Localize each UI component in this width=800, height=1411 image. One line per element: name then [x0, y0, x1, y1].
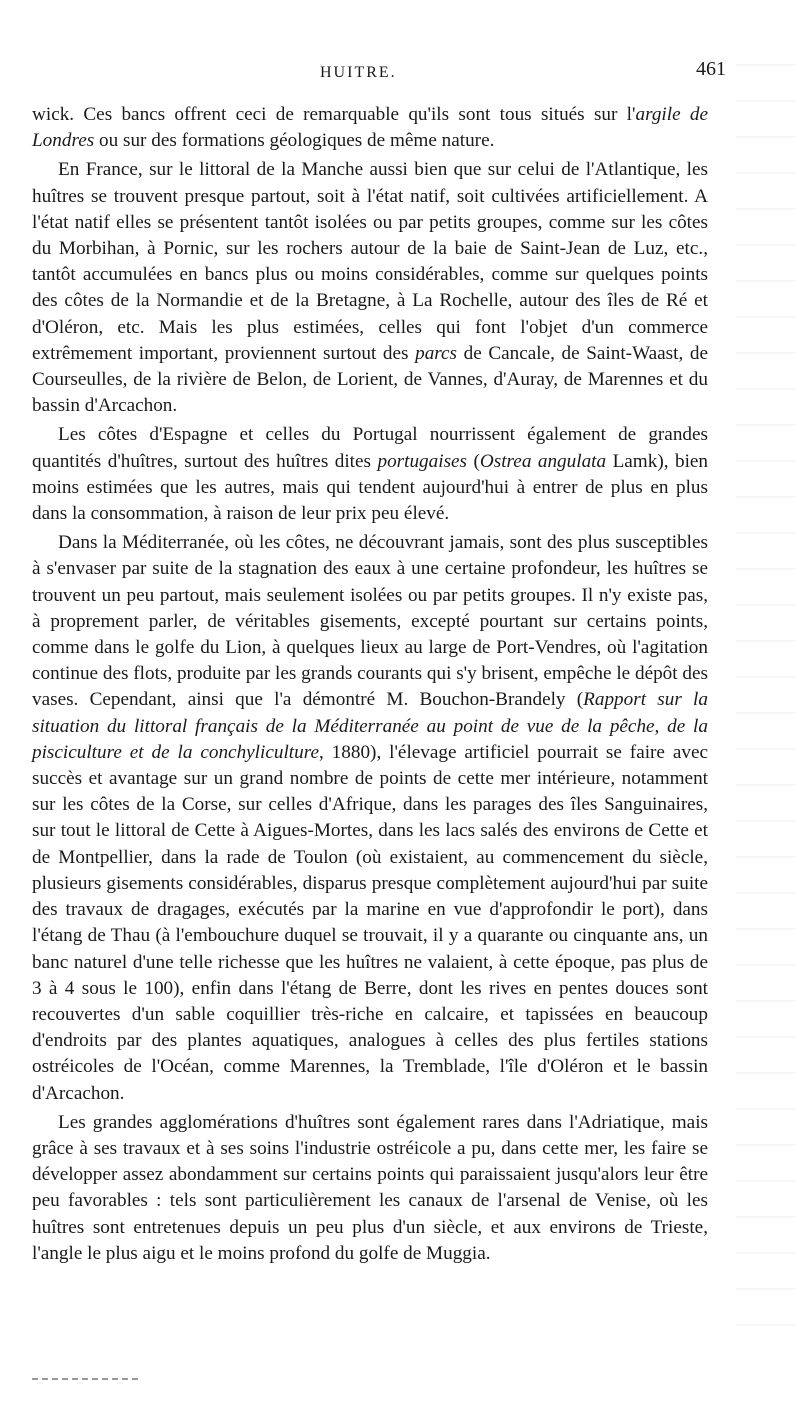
text-run: (	[467, 450, 480, 472]
text-run: ou sur des formations géologiques de même nature.	[94, 130, 495, 152]
book-page	[32, 54, 726, 1270]
text-run: Lamk), bien moins estimées que les autres, mais qui tendent aujourd'hui à entrer de plus en plus dans la consommation, à raison de leur prix peu élevé.	[32, 450, 709, 525]
margin-scan-marks	[736, 30, 796, 1330]
paragraph	[32, 157, 708, 419]
text-run: wick. Ces bancs offrent ceci de remarquable qu'ils sont tous situés sur l'	[32, 104, 636, 125]
text-run: Les côtes d'Espagne et celles du Portugal nourrissent également de grandes quantités d'huîtres, surtout des huîtres dites	[32, 424, 708, 472]
running-head: HUITRE.	[320, 64, 397, 81]
text-run: de Cancale, de Saint-Waast, de Courseulles, de la rivière de Belon, de Lorient, de Vannes, d'Auray, de Marennes et du bassin d'Arcachon.	[32, 342, 708, 417]
paragraph	[32, 1110, 708, 1267]
paragraph	[32, 530, 708, 1106]
paragraph	[32, 422, 708, 527]
text-run: Dans la Méditerranée, où les côtes, ne découvrant jamais, sont des plus susceptibles à s'envaser par suite de la stagnation des eaux à une certaine profondeur, les huîtres se trouvent un peu partout, mais seulement isolées ou par petits groupes. Il n'y existe pas, à proprement parler, de véritables gisements, excepté pourtant sur certains points, comme dans le golfe du Lion, à quelques lieux au large de Port-Vendres, où l'agitation continue des flots, produite par les grands courants qui s'y brisent, empêche le dépôt des vases. Cependant, ainsi que l'a démontré M. Bouchon-Brandely (	[32, 532, 708, 711]
page-header	[32, 54, 726, 94]
italic-text: parcs	[415, 342, 458, 364]
body-text	[32, 102, 708, 1267]
text-run: , 1880), l'élevage artificiel pourrait se faire avec succès et avantage sur un grand nombre de points de cette mer intérieure, notamment sur les côtes de la Corse, sur celles d'Afrique, dans les parages des îles Sanguinaires, sur tout le littoral de Cette à Aigues-Mortes, dans les lacs salés des environs de Cette et de Montpellier, dans la rade de Toulon (où existaient, au commencement du siècle, plusieurs gisements considérables, disparus presque complètement aujourd'hui par suite des travaux de dragages, exécutés par la marine en vue d'approfondir le port), dans l'étang de Thau (à l'embouchure duquel se trouvait, il y a quarante ou cinquante ans, un banc naturel d'une telle richesse que les huîtres ne valaient, à cette époque, pas plus de 3 à 4 sous le 100), enfin dans l'étang de Berre, dont les rives en pentes douces sont recouvertes d'un sable coquillier très-riche en calcaire, et tapissées en beaucoup d'endroits par des plantes aquatiques, analogues à celles des plus fertiles stations ostréicoles de l'Océan, comme Marennes, la Tremblade, l'île d'Oléron et le bassin d'Arcachon.	[32, 741, 708, 1104]
paragraph	[32, 102, 708, 154]
italic-text: argile de Londres	[32, 104, 709, 152]
page-number: 461	[696, 58, 726, 80]
text-run: Les grandes agglomérations d'huîtres sont également rares dans l'Adriatique, mais grâce à ses travaux et à ses soins l'industrie ostréicole a pu, dans cette mer, les faire se développer assez abondamment sur certains points qui paraissaient jusqu'alors leur être peu favorables : tels sont particulièrement les canaux de l'arsenal de Venise, où les huîtres sont entretenues depuis un peu plus d'un siècle, et aux environs de Trieste, l'angle le plus aigu et le moins profond du golfe de Muggia.	[32, 1111, 708, 1264]
italic-text: Rapport sur la situation du littoral français de la Méditerranée au point de vue de la pêche, de la pisciculture et de la conchyliculture	[32, 689, 708, 763]
italic-text: Ostrea angulata	[479, 450, 607, 472]
italic-text: portugaises	[377, 450, 468, 472]
bottom-scan-mark	[32, 1378, 142, 1380]
text-run: En France, sur le littoral de la Manche aussi bien que sur celui de l'Atlantique, les huîtres se trouvent presque partout, soit à l'état natif, soit cultivées artificiellement. A l'état natif elles se présentent tantôt isolées ou par petits groupes, comme sur les côtes du Morbihan, à Pornic, sur les rochers autour de la baie de Saint-Jean de Luz, etc., tantôt accumulées en bancs plus ou moins considérables, comme sur quelques points des côtes de la Normandie et de la Bretagne, à La Rochelle, autour des îles de Ré et d'Oléron, etc. Mais les plus estimées, celles qui font l'objet d'un commerce extrêmement important, proviennent surtout des	[32, 159, 708, 364]
